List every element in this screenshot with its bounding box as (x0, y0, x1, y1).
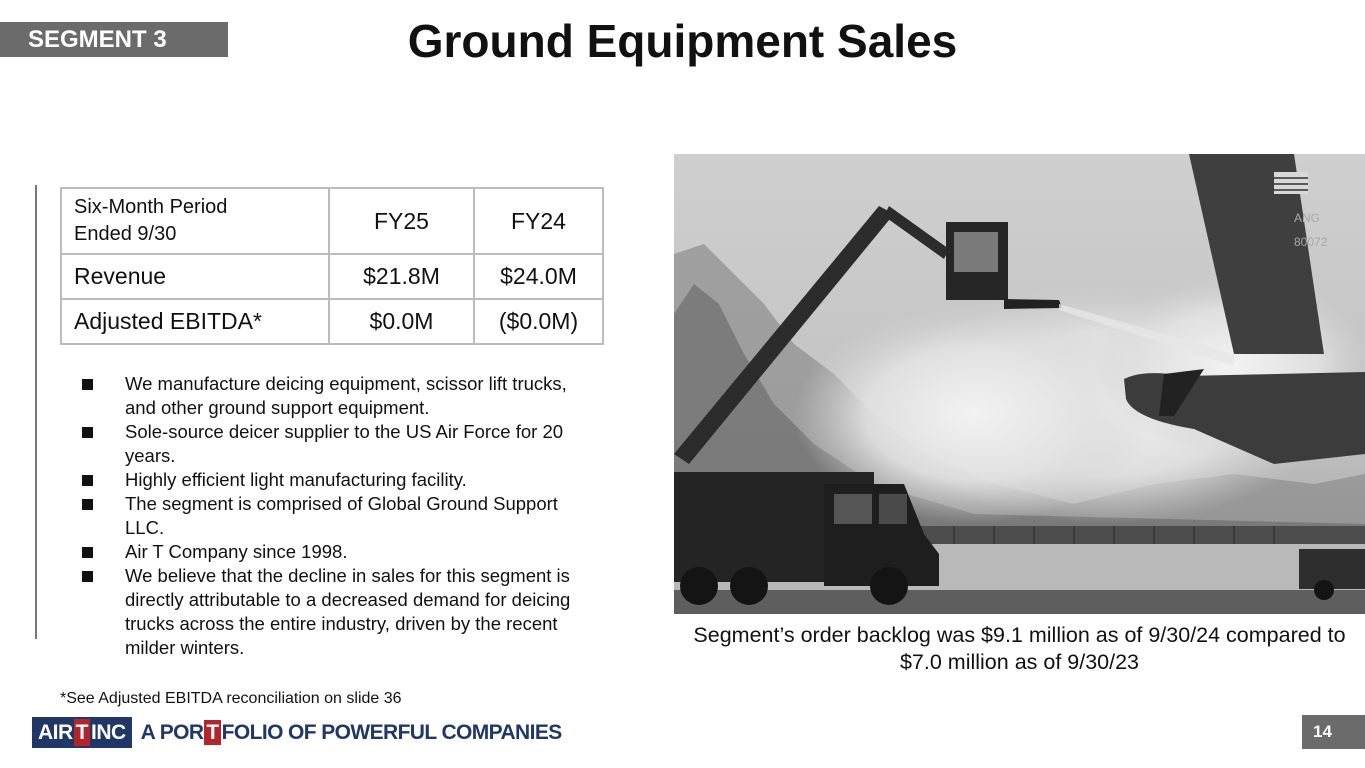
air-t-logo (32, 717, 562, 748)
page-title: Ground Equipment Sales (407, 15, 958, 67)
bullet-text: The segment is comprised of Global Ground Support LLC. (125, 493, 558, 538)
logo-tagline (141, 717, 562, 748)
list-item (80, 372, 600, 420)
bullet-square-icon (82, 475, 93, 486)
bullet-text: We believe that the decline in sales for this segment is directly attributable to a decreased demand for deicing trucks across the entire industry, driven by the recent milder winters. (125, 565, 571, 658)
tagline-part-a: A POR (140, 720, 204, 744)
logo-part-air: AIR (38, 721, 73, 744)
divider-line (35, 185, 37, 639)
row-fy24-value: ($0.0M) (474, 299, 603, 344)
segment-tag: SEGMENT 3 (0, 22, 228, 57)
row-label: Adjusted EBITDA* (61, 299, 329, 344)
bullet-text: We manufacture deicing equipment, scissor lift trucks, and other ground support equipment. (125, 373, 567, 418)
table-header-fy24: FY24 (474, 188, 603, 254)
logo-part-t: T (75, 721, 88, 744)
tail-marking-1: ANG (1294, 211, 1321, 225)
tail-marking-2: 80072 (1294, 235, 1328, 249)
list-item (80, 492, 600, 540)
bullet-list (80, 372, 600, 660)
list-item (80, 420, 600, 468)
bullet-text: Highly efficient light manufacturing facility. (125, 469, 467, 490)
row-fy25-value: $21.8M (329, 254, 474, 299)
bullet-square-icon (82, 547, 93, 558)
bullet-square-icon (82, 427, 93, 438)
table-header-row (61, 188, 603, 254)
bullet-square-icon (82, 571, 93, 582)
tagline-part-t: T (206, 721, 219, 744)
row-label: Revenue (61, 254, 329, 299)
row-fy25-value: $0.0M (329, 299, 474, 344)
footnote: *See Adjusted EBITDA reconciliation on slide 36 (60, 690, 402, 707)
logo-part-inc: INC (91, 721, 126, 744)
logo-mark (32, 717, 132, 748)
financial-table (60, 187, 604, 345)
deicing-truck-photo (674, 154, 1365, 614)
tagline-part-b: FOLIO OF POWERFUL COMPANIES (221, 720, 562, 744)
row-fy24-value: $24.0M (474, 254, 603, 299)
table-header-period (61, 188, 329, 254)
page-number: 14 (1302, 715, 1365, 749)
table-row (61, 299, 603, 344)
backlog-caption: Segment’s order backlog was $9.1 million as of 9/30/24 compared to $7.0 million as of 9/30/23 (693, 623, 1346, 674)
bullet-text: Air T Company since 1998. (125, 541, 348, 562)
period-line-1: Six-Month Period (74, 196, 228, 218)
list-item (80, 468, 600, 492)
bullet-text: Sole-source deicer supplier to the US Air Force for 20 years. (125, 421, 564, 466)
table-row (61, 254, 603, 299)
bullet-square-icon (82, 499, 93, 510)
list-item (80, 540, 600, 564)
list-item (80, 564, 600, 660)
period-line-2: Ended 9/30 (74, 223, 177, 245)
bullet-square-icon (82, 379, 93, 390)
table-header-fy25: FY25 (329, 188, 474, 254)
